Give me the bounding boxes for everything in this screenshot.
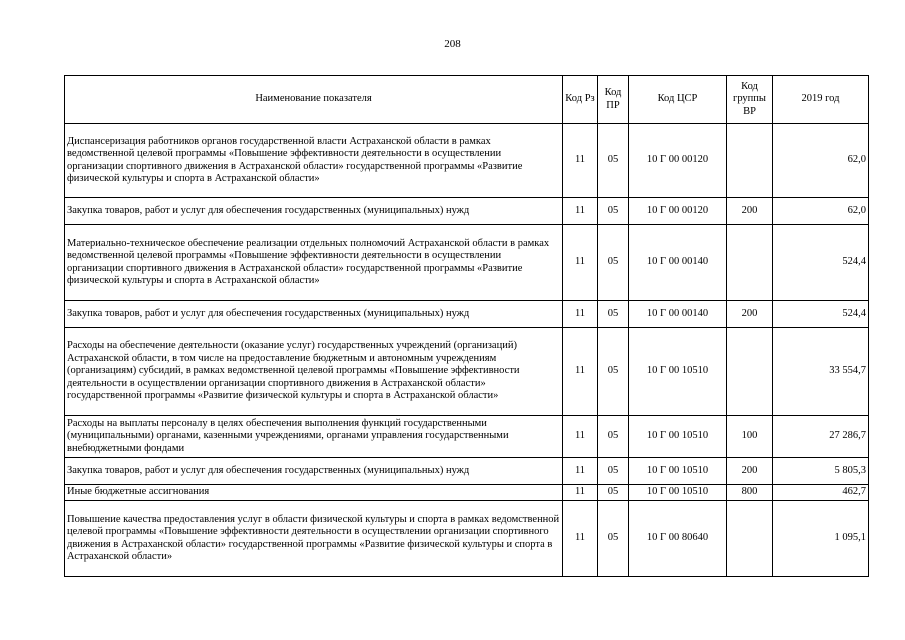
row-csr: 10 Г 00 10510 [629, 485, 727, 501]
row-pr: 05 [598, 124, 629, 198]
row-name: Закупка товаров, работ и услуг для обеспечения государственных (муниципальных) нужд [65, 458, 563, 485]
row-csr: 10 Г 00 00120 [629, 198, 727, 225]
header-name: Наименование показателя [65, 76, 563, 124]
row-value: 33 554,7 [773, 328, 869, 416]
table-row [65, 328, 869, 416]
row-pr: 05 [598, 328, 629, 416]
row-vr: 800 [727, 485, 773, 501]
row-rz: 11 [563, 198, 598, 225]
row-vr: 200 [727, 198, 773, 225]
table-row [65, 416, 869, 458]
row-pr: 05 [598, 458, 629, 485]
row-value: 462,7 [773, 485, 869, 501]
row-vr: 100 [727, 416, 773, 458]
row-csr: 10 Г 00 10510 [629, 328, 727, 416]
row-csr: 10 Г 00 00140 [629, 225, 727, 301]
row-rz: 11 [563, 416, 598, 458]
budget-table [64, 75, 869, 577]
row-name: Расходы на обеспечение деятельности (оказание услуг) государственных учреждений (организаций) Астраханской области, в том числе на предоставление бюджетным и автономным учреждениям (организациям) субсидий, в рамках ведомственной целевой программы «Повышение эффективности деятельности в осуществлении организации спортивного движения в Астраханской области» государственной программы «Развитие физической культуры и спорта в Астраханской области» [65, 328, 563, 416]
row-name: Материально-техническое обеспечение реализации отдельных полномочий Астраханской области в рамках ведомственной целевой программы «Повышение эффективности деятельности в осуществлении организации спортивного движения в Астраханской области» государственной программы «Развитие физической культуры и спорта в Астраханской области» [65, 225, 563, 301]
row-name: Иные бюджетные ассигнования [65, 485, 563, 501]
row-rz: 11 [563, 301, 598, 328]
row-value: 62,0 [773, 198, 869, 225]
row-csr: 10 Г 00 00120 [629, 124, 727, 198]
row-rz: 11 [563, 501, 598, 577]
header-year: 2019 год [773, 76, 869, 124]
table-header-row [65, 76, 869, 124]
page-number: 208 [444, 38, 461, 50]
header-rz: Код Рз [563, 76, 598, 124]
row-pr: 05 [598, 198, 629, 225]
row-name: Расходы на выплаты персоналу в целях обеспечения выполнения функций государственными (муниципальными) органами, казенными учреждениями, органами управления государственными внебюджетными фондами [65, 416, 563, 458]
table-row [65, 225, 869, 301]
table-row [65, 458, 869, 485]
row-vr: 200 [727, 301, 773, 328]
row-rz: 11 [563, 458, 598, 485]
row-vr [727, 328, 773, 416]
row-value: 27 286,7 [773, 416, 869, 458]
row-value: 1 095,1 [773, 501, 869, 577]
row-value: 524,4 [773, 225, 869, 301]
row-pr: 05 [598, 225, 629, 301]
header-csr: Код ЦСР [629, 76, 727, 124]
row-vr [727, 124, 773, 198]
table-row [65, 301, 869, 328]
row-csr: 10 Г 00 10510 [629, 416, 727, 458]
header-pr: Код ПР [598, 76, 629, 124]
row-name: Диспансеризация работников органов государственной власти Астраханской области в рамках ведомственной целевой программы «Повышение эффективности деятельности в осуществлении организации спортивного движения в Астраханской области» государственной программы «Развитие физической культуры и спорта в Астраханской области» [65, 124, 563, 198]
row-pr: 05 [598, 416, 629, 458]
row-rz: 11 [563, 328, 598, 416]
row-csr: 10 Г 00 80640 [629, 501, 727, 577]
row-vr [727, 225, 773, 301]
table-row [65, 485, 869, 501]
table-row [65, 198, 869, 225]
row-pr: 05 [598, 501, 629, 577]
row-rz: 11 [563, 485, 598, 501]
row-value: 5 805,3 [773, 458, 869, 485]
row-value: 62,0 [773, 124, 869, 198]
table-row [65, 501, 869, 577]
row-name: Закупка товаров, работ и услуг для обеспечения государственных (муниципальных) нужд [65, 198, 563, 225]
row-name: Закупка товаров, работ и услуг для обеспечения государственных (муниципальных) нужд [65, 301, 563, 328]
header-vr: Код группы ВР [727, 76, 773, 124]
table-row [65, 124, 869, 198]
row-csr: 10 Г 00 10510 [629, 458, 727, 485]
row-rz: 11 [563, 124, 598, 198]
row-name: Повышение качества предоставления услуг в области физической культуры и спорта в рамках ведомственной целевой программы «Повышение эффективности деятельности в осуществлении организации спортивного движения в Астраханской области» государственной программы «Развитие физической культуры и спорта в Астраханской области» [65, 501, 563, 577]
row-vr [727, 501, 773, 577]
row-vr: 200 [727, 458, 773, 485]
row-rz: 11 [563, 225, 598, 301]
row-value: 524,4 [773, 301, 869, 328]
row-pr: 05 [598, 485, 629, 501]
row-csr: 10 Г 00 00140 [629, 301, 727, 328]
row-pr: 05 [598, 301, 629, 328]
